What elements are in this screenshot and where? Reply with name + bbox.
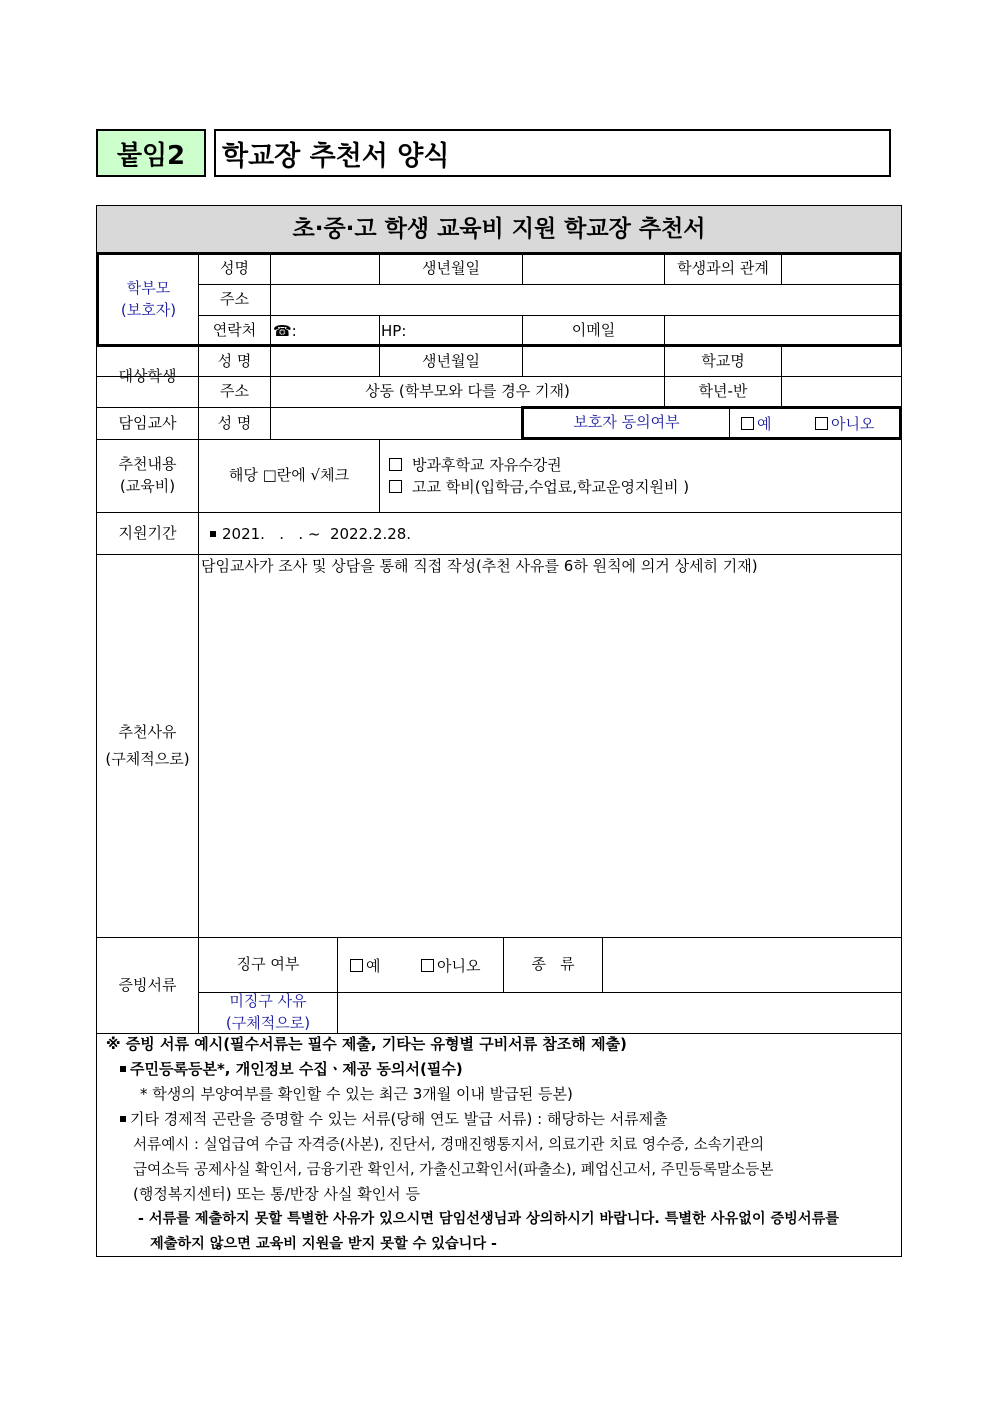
teacher-group-label: 담임교사 — [118, 413, 177, 432]
evidence-no-label: 아니오 — [437, 956, 481, 975]
student-address-note: 상동 (학부모와 다를 경우 기재) — [365, 382, 570, 401]
notes-item2-line3: (행정복지센터) 또는 통/반장 사실 확인서 등 — [133, 1185, 420, 1203]
consent-label: 보호자 동의여부 — [573, 413, 680, 432]
evidence-reason-field[interactable] — [338, 993, 901, 1033]
recommend-option-afterschool[interactable] — [389, 452, 894, 476]
evidence-type-field[interactable] — [603, 938, 901, 992]
student-grade-field[interactable] — [782, 377, 901, 407]
evidence-type-label: 종 류 — [531, 955, 575, 974]
student-grade-label: 학년-반 — [698, 382, 748, 401]
parent-address-field[interactable] — [271, 285, 899, 315]
notes-item2-line2: 급여소득 공제사실 확인서, 금융기관 확인서, 가출신고확인서(파출소), 폐업신고서, 주민등록말소등본 — [133, 1161, 774, 1178]
parent-relation-label: 학생과의 관계 — [677, 259, 769, 278]
parent-relation-field[interactable] — [782, 254, 899, 284]
parent-email-field[interactable] — [665, 316, 899, 345]
parent-birth-field[interactable] — [523, 254, 664, 284]
parent-name-field[interactable] — [271, 254, 379, 284]
reason-field[interactable] — [199, 555, 901, 937]
notes-closing2: 제출하지 않으면 교육비 지원을 받지 못할 수 있습니다 - — [150, 1236, 497, 1252]
notes-item1-text: 주민등록등본*, 개인정보 수집ㆍ제공 동의서(필수) — [130, 1060, 463, 1078]
notes-closing1: - 서류를 제출하지 못할 특별한 사유가 있으시면 담임선생님과 상의하시기 바랍니다. 특별한 사유없이 증빙서류를 — [138, 1211, 839, 1227]
form-title: 초·중·고 학생 교육비 지원 학교장 추천서 — [292, 215, 706, 242]
checkbox-icon[interactable] — [350, 959, 363, 972]
hp-label: HP: — [381, 321, 407, 340]
student-address-field[interactable] — [271, 377, 664, 407]
option-afterschool-label: 방과후학교 자유수강권 — [412, 455, 562, 474]
period-label: 지원기간 — [118, 523, 177, 542]
notes-item2-text: 기타 경제적 곤란을 증명할 수 있는 서류(당해 연도 발급 서류) : 해당하는 서류제출 — [130, 1110, 668, 1128]
evidence-reason-label: 미징구 사유 (구체적으로) — [225, 992, 311, 1032]
notes-item2-line1: 서류예시 : 실업급여 수급 자격증(사본), 진단서, 경매진행통지서, 의료기관 치료 영수증, 소속기관의 — [133, 1136, 765, 1153]
parent-birth-label: 생년월일 — [422, 259, 480, 278]
evidence-label: 증빙서류 — [118, 975, 177, 994]
recommend-option-tuition[interactable] — [389, 474, 894, 498]
checkbox-icon[interactable] — [421, 959, 434, 972]
student-name-label: 성 명 — [217, 351, 252, 370]
evidence-yes-label: 예 — [366, 956, 381, 975]
parent-contact-label: 연락처 — [212, 320, 257, 339]
parent-email-label: 이메일 — [571, 320, 616, 339]
consent-yes-label: 예 — [757, 414, 772, 433]
evidence-no-option[interactable] — [421, 938, 503, 992]
reason-label: 추천사유 (구체적으로) — [105, 723, 190, 768]
checkbox-icon[interactable] — [389, 458, 402, 471]
checkbox-icon[interactable] — [741, 417, 754, 430]
notes-item1 — [120, 1057, 463, 1082]
notes-item1-sub: * 학생의 부양여부를 확인할 수 있는 최근 3개월 이내 발급된 등본) — [140, 1085, 573, 1103]
bullet-icon — [120, 1116, 126, 1122]
student-school-label: 학교명 — [701, 351, 745, 370]
evidence-collect-label: 징구 여부 — [236, 955, 300, 974]
consent-no-label: 아니오 — [831, 414, 875, 433]
bullet-icon — [210, 531, 216, 537]
bullet-icon — [120, 1066, 126, 1072]
consent-no-option[interactable] — [815, 409, 899, 437]
phone-icon: ☎: — [273, 321, 297, 340]
teacher-name-label: 성 명 — [217, 413, 252, 432]
checkbox-icon[interactable] — [389, 480, 402, 493]
parent-hp-field[interactable] — [381, 316, 522, 345]
student-name-field[interactable] — [271, 347, 379, 376]
recommend-group-label: 추천내용 (교육비) — [118, 455, 177, 495]
recommend-instruction: 해당 □란에 √체크 — [228, 466, 350, 485]
page-title: 학교장 추천서 양식 — [214, 129, 891, 177]
period-field[interactable] — [210, 513, 900, 554]
parent-phone-field[interactable] — [273, 316, 379, 345]
student-birth-label: 생년월일 — [422, 351, 480, 370]
student-birth-field[interactable] — [523, 347, 664, 376]
notes-heading: ※ 증빙 서류 예시(필수서류는 필수 제출, 기타는 유형별 구비서류 참조해 제출) — [106, 1035, 627, 1053]
evidence-yes-option[interactable] — [350, 938, 420, 992]
reason-guide: 담임교사가 조사 및 상담을 통해 직접 작성(추천 사유를 6하 원칙에 의거 상세히 기재) — [201, 557, 758, 575]
parent-group-label: 학부모 (보호자) — [120, 279, 177, 319]
student-group-label: 대상학생 — [118, 367, 177, 386]
attachment-badge: 붙임2 — [96, 129, 206, 177]
parent-name-label: 성명 — [220, 259, 249, 278]
option-tuition-label: 고교 학비(입학금,수업료,학교운영지원비 ) — [412, 477, 690, 496]
student-school-field[interactable] — [782, 347, 901, 376]
checkbox-icon[interactable] — [815, 417, 828, 430]
student-address-label: 주소 — [220, 382, 249, 401]
teacher-name-field[interactable] — [271, 408, 521, 439]
period-value: 2021. . . ~ 2022.2.28. — [222, 524, 412, 543]
parent-address-label: 주소 — [220, 290, 249, 309]
consent-yes-option[interactable] — [741, 409, 811, 437]
notes-item2 — [120, 1107, 668, 1132]
parent-box-right — [899, 252, 902, 347]
